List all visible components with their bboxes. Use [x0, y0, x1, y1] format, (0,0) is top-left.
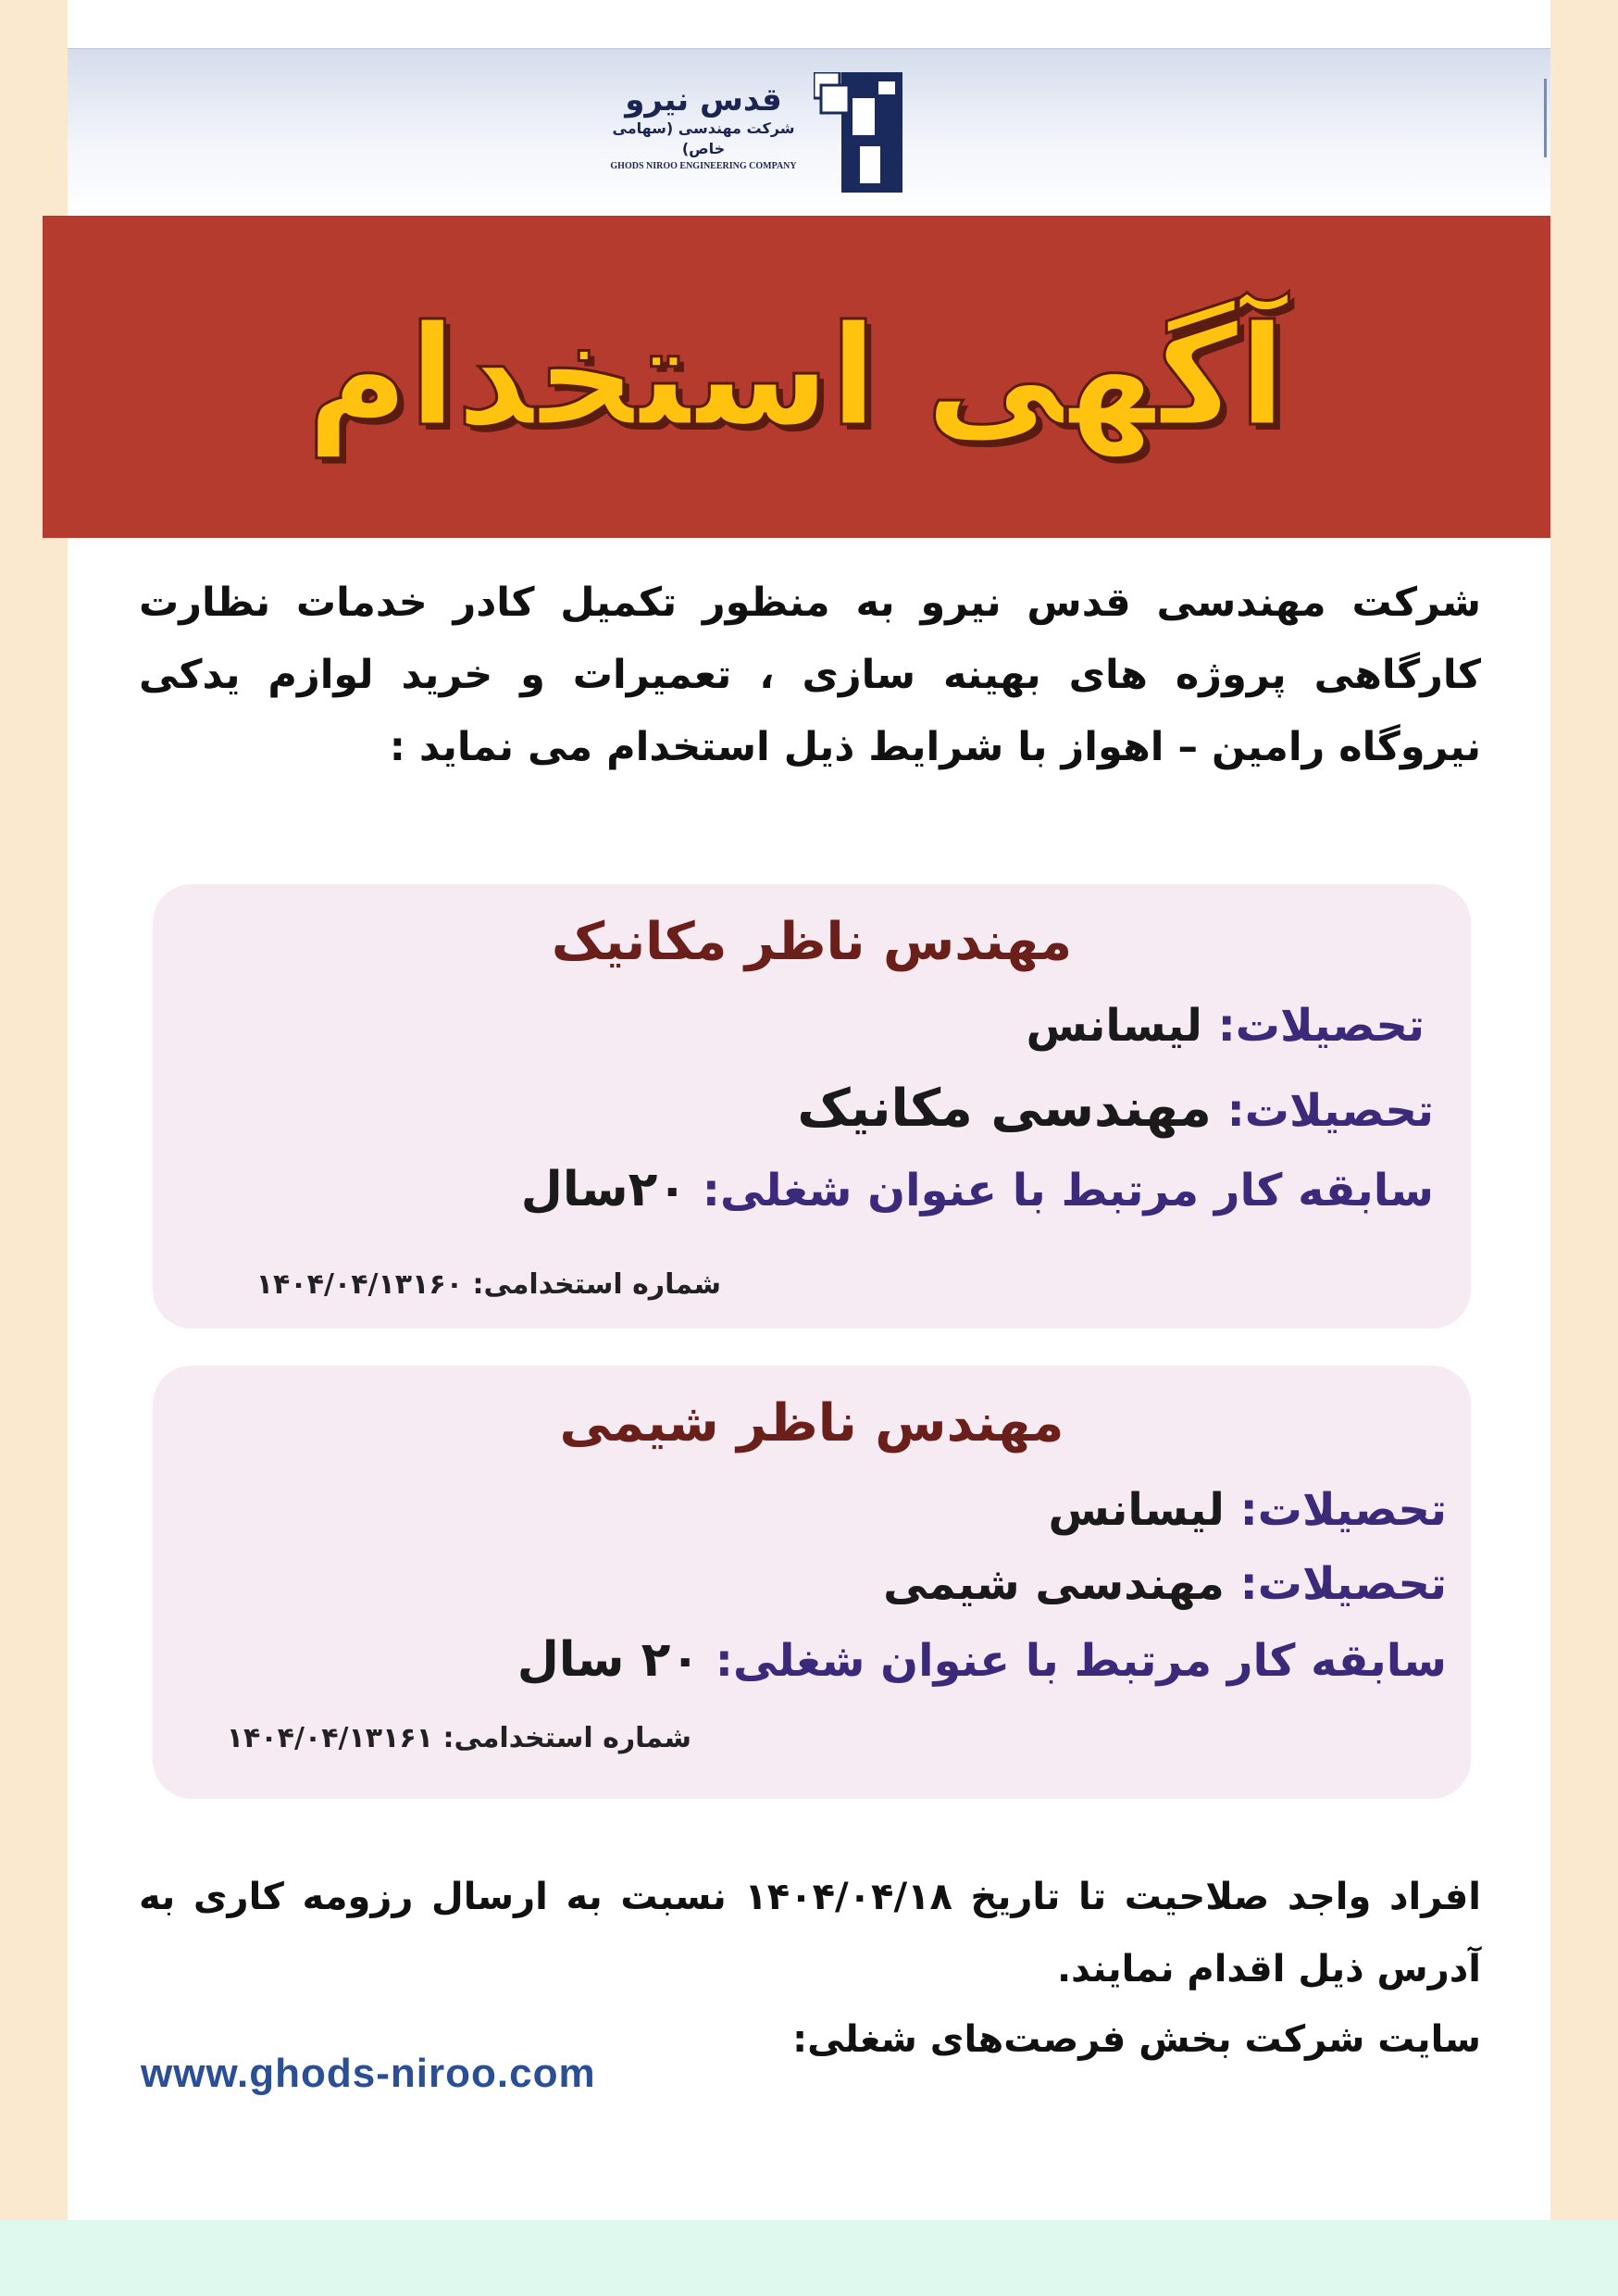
- title-band: [43, 216, 1550, 538]
- logo-name: قدس نیرو: [625, 81, 782, 119]
- page-title: آگهی استخدام: [306, 296, 1287, 457]
- intro-paragraph: شرکت مهندسی قدس نیرو به منظور تکمیل کادر خدمات نظارت کارگاهی پروژه های بهینه سازی ، تعمیرات و خرید لوازم یدکی نیروگاه رامین – اهواز با شرایط ذیل استخدام می نماید :: [139, 580, 1481, 770]
- education-line: [1027, 1000, 1425, 1052]
- logo-mark-icon: [814, 72, 902, 193]
- logo-subtitle: شرکت مهندسی (سهامی خاص): [612, 119, 795, 157]
- closing-paragraph: افراد واجد صلاحیت تا تاریخ ۱۴۰۴/۰۴/۱۸ نسبت به ارسال رزومه کاری به آدرس ذیل اقدام نمایند.: [139, 1876, 1482, 1990]
- education-value: لیسانس: [1048, 1484, 1225, 1536]
- experience-label: سابقه کار مرتبط با عنوان شغلی:: [715, 1635, 1447, 1687]
- bottom-border-strip: [0, 2220, 1618, 2296]
- right-border-strip: [1550, 0, 1618, 2296]
- reference-value: ۱۴۰۴/۰۴/۱۳۱۶۱: [226, 1722, 434, 1754]
- field-value: مهندسی مکانیک: [797, 1079, 1212, 1139]
- reference-label: شماره استخدامی:: [472, 1268, 721, 1301]
- field-line: [883, 1558, 1447, 1610]
- reference-number: [227, 1722, 691, 1754]
- field-label: تحصیلات:: [1226, 1085, 1434, 1137]
- field-line: [797, 1079, 1434, 1139]
- reference-label: شماره استخدامی:: [442, 1722, 691, 1754]
- field-label: تحصیلات:: [1239, 1558, 1447, 1610]
- reference-value: ۱۴۰۴/۰۴/۱۳۱۶۰: [255, 1268, 464, 1301]
- company-logo: [610, 72, 902, 193]
- experience-label: سابقه کار مرتبط با عنوان شغلی:: [702, 1165, 1434, 1217]
- experience-value: ۲۰ سال: [517, 1632, 701, 1688]
- education-label: تحصیلات:: [1217, 1000, 1425, 1052]
- position-card: [153, 884, 1471, 1329]
- education-value: لیسانس: [1026, 1000, 1202, 1052]
- reference-number: [256, 1268, 721, 1301]
- position-card: [153, 1366, 1471, 1799]
- experience-line: [521, 1162, 1434, 1217]
- field-value: مهندسی شیمی: [883, 1558, 1225, 1610]
- company-website-link[interactable]: www.ghods-niroo.com: [141, 2051, 596, 2096]
- logo-text: [606, 81, 801, 174]
- header-divider: [1544, 79, 1547, 157]
- logo-english-name: GHODS NIROO ENGINEERING COMPANY: [610, 161, 797, 171]
- education-line: [1049, 1484, 1447, 1536]
- position-title: مهندس ناظر مکانیک: [551, 912, 1073, 972]
- education-label: تحصیلات:: [1239, 1484, 1447, 1536]
- experience-line: [517, 1632, 1447, 1688]
- position-title: مهندس ناظر شیمی: [559, 1393, 1064, 1454]
- experience-value: ۲۰سال: [520, 1162, 688, 1217]
- site-label: سایت شرکت بخش فرصت‌های شغلی:: [792, 2018, 1481, 2061]
